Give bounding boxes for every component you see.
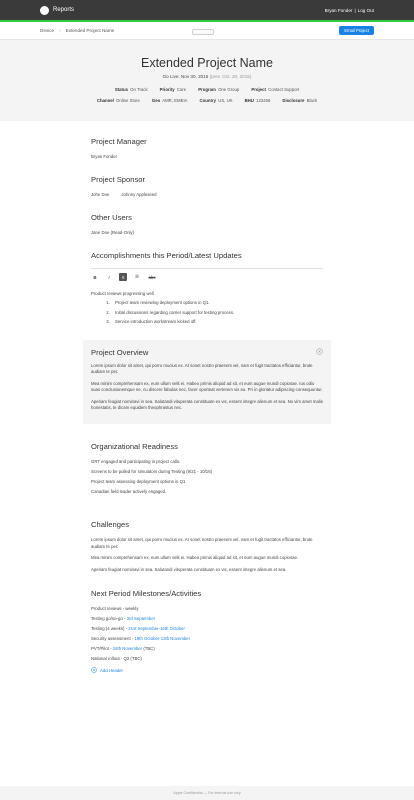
strikethrough-button[interactable]: abc [148, 274, 156, 280]
add-header-label: Add Header [100, 667, 123, 673]
project-sponsor-section [91, 175, 323, 197]
list-item: 3. Service introduction workstream kicked off. [111, 319, 323, 324]
status-chip [192, 29, 214, 35]
sponsor-name: Johnny Appleseed [121, 192, 157, 197]
section-title: Challenges [91, 520, 129, 530]
sub-bar [0, 22, 414, 40]
meta-country: Country US, UK [199, 98, 233, 103]
main-content [91, 121, 323, 673]
user-menu-separator: | [354, 7, 356, 13]
italic-button[interactable]: I [108, 274, 110, 280]
go-live-previous: (prev. Oct. 20, 2015) [209, 74, 252, 79]
project-title: Extended Project Name [140, 56, 273, 70]
top-bar [0, 0, 414, 22]
list-item: 2. Initial discussions regarding carrier support for testing process. [111, 310, 323, 315]
organizational-readiness-section [91, 442, 323, 494]
bulleted-list-button[interactable]: ☰ [135, 274, 139, 279]
breadcrumb [40, 28, 114, 34]
milestone-item: Security assessment - 19th October-13th November [91, 636, 191, 642]
section-title: Project Sponsor [91, 175, 146, 184]
milestone-date: 16th November [112, 646, 143, 652]
meta-program: Program One Group [198, 87, 240, 92]
milestone-date: 19th October-13th November [134, 636, 191, 642]
readiness-line: Canadian field leader actively engaged. [91, 489, 167, 495]
other-users-section [91, 213, 323, 235]
breadcrumb-item-project: Extended Project Name [65, 28, 115, 33]
close-icon[interactable] [316, 348, 323, 355]
app-logo-icon [40, 6, 49, 15]
editor-intro: Product reviews progressing well [91, 291, 154, 296]
project-manager-section [91, 137, 323, 159]
section-title: Accomplishments this Period/Latest Updates [91, 251, 242, 260]
milestone-item: Testing (4 weeks) - 21st September-16th October [91, 626, 185, 632]
section-title: Project Overview [91, 348, 149, 357]
brand[interactable] [40, 6, 74, 15]
section-title: Organizational Readiness [91, 442, 178, 452]
milestone-item: Product reviews - weekly [91, 606, 139, 612]
paragraph: Lorem ipsum dolor sit amet, qui porro mucius ex. At sonet nostro praesent vel, nam et fugit tractatos efficiantur, brute audiam te per. [91, 363, 313, 375]
section-title: Other Users [91, 213, 132, 222]
meta-row-2 [0, 98, 414, 103]
milestones-section [91, 589, 323, 673]
milestone-date: 3rd September [126, 616, 156, 622]
milestone-item: National rollout - Q2 (TBC) [91, 656, 142, 662]
milestone-date: 21st September-16th October [128, 626, 185, 632]
plus-circle-icon [91, 667, 97, 673]
meta-geo: Geo AMR, EMEIA [151, 98, 188, 103]
meta-disclosure: Disclosure Black [282, 98, 318, 103]
challenges-section [91, 520, 323, 573]
paragraph: Aperiam feugiat nominavi in sea. Salutandi vituperata constituam ex vis, essent integre alienum et sea. [91, 566, 287, 572]
meta-status: Status On Track [114, 87, 148, 92]
breadcrumb-item-device[interactable]: Device [40, 28, 55, 33]
meta-row-1 [0, 87, 414, 92]
readiness-line: Screens to be pulled for simulators during Testing (9/21 - 10/16) [91, 469, 213, 475]
chevron-right-icon: › [59, 27, 61, 34]
user-name: Jane Doe (Read-Only) [91, 230, 134, 235]
meta-channel: Channel Online Store [96, 98, 140, 103]
numbered-list-button[interactable]: ≡ [119, 273, 127, 281]
meta-project: Project Contact Support [251, 87, 300, 92]
app-name: Reports [53, 7, 75, 13]
readiness-line: GRT engaged and participating in project calls. [91, 459, 181, 465]
paragraph: Aperiam feugiat nominavi in sea. Salutandi vituperata constituam ex vis, essent integre alienum et sea. No vim amet malis honestatis, te dicam equidem theophrastus nec. [91, 398, 323, 411]
project-overview-section [83, 340, 331, 424]
editor-toolbar [91, 273, 323, 281]
bold-button[interactable]: B [93, 274, 97, 280]
go-live [0, 74, 414, 79]
milestone-item: Testing go/no-go - 3rd September [91, 616, 156, 622]
paragraph: Mea minim comprehensam ex, eum ullum velit ei. Habeo primis aliquid ad sit, et eum augue mundi copiosae. Ius odio suas conclusionemque ne, cu discere fabulas nec, facer oporteat verterem vis eu. Pri in gloriatur adipiscing consequuntur. [91, 380, 323, 393]
footer-text: Apple Confidential — For internal use only [173, 791, 241, 795]
project-header [0, 40, 414, 121]
readiness-line: Project team assessing deployment options in Q1 [91, 479, 186, 485]
sponsor-name: John Doe [91, 192, 110, 197]
paragraph: Lorem ipsum dolor sit amet, qui porro mucius ex. At sonet nostro praesent vel, nam et fugit tractatos efficiantur, brute audiam te per. [91, 537, 313, 549]
milestone-item: PVT/Pilot - 16th November (TBC) [91, 646, 155, 652]
section-title: Project Manager [91, 137, 147, 146]
accomplishments-section [91, 251, 323, 324]
go-live-date: Go Live: Nov 30, 2015 [162, 74, 209, 79]
list-item: 1. Project team reviewing deployment options in Q1. [111, 300, 323, 305]
add-header-button[interactable] [91, 667, 323, 673]
sponsor-list [91, 192, 323, 197]
accomplishment-list [91, 300, 323, 324]
meta-bhu: BHU 123456 [244, 98, 271, 103]
paragraph: Mea minim comprehensam ex, eum ullum velit ei. Habeo primis aliquid ad sit, et eum augue mundi copiosae. [91, 555, 299, 561]
email-project-button[interactable]: Email Project [339, 26, 374, 35]
manager-name: Bryan Fonder [91, 154, 118, 159]
rich-text-editor[interactable] [91, 268, 323, 324]
overview-header [91, 348, 323, 363]
meta-priority: Priority Care [159, 87, 187, 92]
user-name[interactable]: Bryan Fonder [324, 7, 353, 13]
logout-link[interactable]: Log Out [357, 7, 374, 13]
footer [0, 786, 414, 800]
section-title: Next Period Milestones/Activities [91, 589, 202, 599]
user-menu [325, 8, 374, 13]
